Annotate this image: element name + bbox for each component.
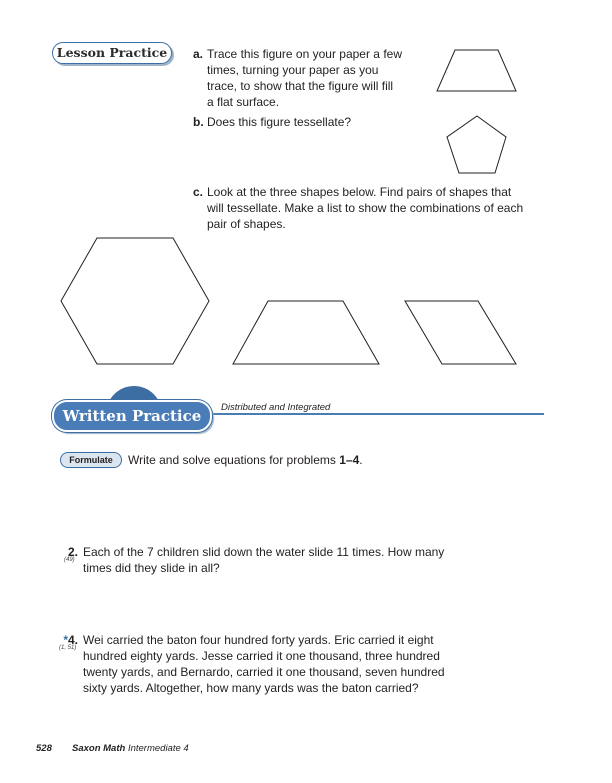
book-title-main: Saxon Math — [72, 743, 126, 754]
formulate-instruction — [128, 452, 363, 468]
text-line: trace, to show that the figure will fill — [207, 79, 394, 93]
instruction-text: Write and solve equations for problems — [128, 453, 340, 467]
pentagon-figure-b — [447, 116, 506, 173]
written-practice-subtitle: Distributed and Integrated — [221, 402, 331, 413]
trapezoid-figure-a — [437, 50, 516, 91]
problem-number-text: 2. — [67, 545, 78, 559]
written-practice-badge: Written Practice — [52, 400, 212, 432]
text-line: times did they slide in all? — [83, 561, 220, 575]
text-line: twenty yards, and Bernardo, carried it one thousand, seven hundred — [83, 665, 445, 679]
instruction-problem-range: 1–4 — [339, 453, 360, 467]
item-c-letter: c. — [193, 185, 204, 199]
lesson-practice-badge: Lesson Practice — [52, 42, 172, 64]
text-line: will tessellate. Make a list to show the combinations of each — [207, 201, 524, 215]
text-line: Look at the three shapes below. Find pairs of shapes that — [207, 185, 512, 199]
item-a-letter: a. — [193, 47, 204, 61]
text-line: times, turning your paper as you — [207, 63, 379, 77]
book-title-sub: Intermediate 4 — [127, 743, 189, 754]
problem-number-text: 4. — [67, 633, 78, 647]
problem-2-text — [83, 544, 444, 576]
item-b-text: Does this figure tessellate? — [207, 115, 352, 129]
text-line: Wei carried the baton four hundred forty yards. Eric carried it eight — [83, 633, 434, 647]
problem-2-lesson-ref: (49) — [64, 557, 75, 563]
text-line: Each of the 7 children slid down the water slide 11 times. How many — [83, 545, 445, 559]
text-line: a flat surface. — [207, 95, 280, 109]
text-line: pair of shapes. — [207, 217, 286, 231]
text-line: hundred eighty yards. Jesse carried it one thousand, three hundred — [83, 649, 440, 663]
item-b-letter: b. — [193, 115, 204, 129]
instruction-period: . — [359, 453, 363, 467]
rhombus-shape — [405, 301, 516, 364]
text-line: sixty yards. Altogether, how many yards was the baton carried? — [83, 681, 419, 695]
formulate-tag: Formulate — [60, 452, 122, 468]
problem-4-text — [83, 632, 445, 696]
text-line: Trace this figure on your paper a few — [207, 47, 402, 61]
problem-4-lesson-ref: (1, 51) — [59, 645, 77, 651]
hexagon-shape — [61, 238, 209, 364]
book-title — [72, 743, 189, 754]
page-number: 528 — [36, 743, 52, 754]
problem-star: * — [63, 633, 68, 647]
written-practice-rule — [180, 413, 544, 415]
trapezoid-shape — [233, 301, 379, 364]
